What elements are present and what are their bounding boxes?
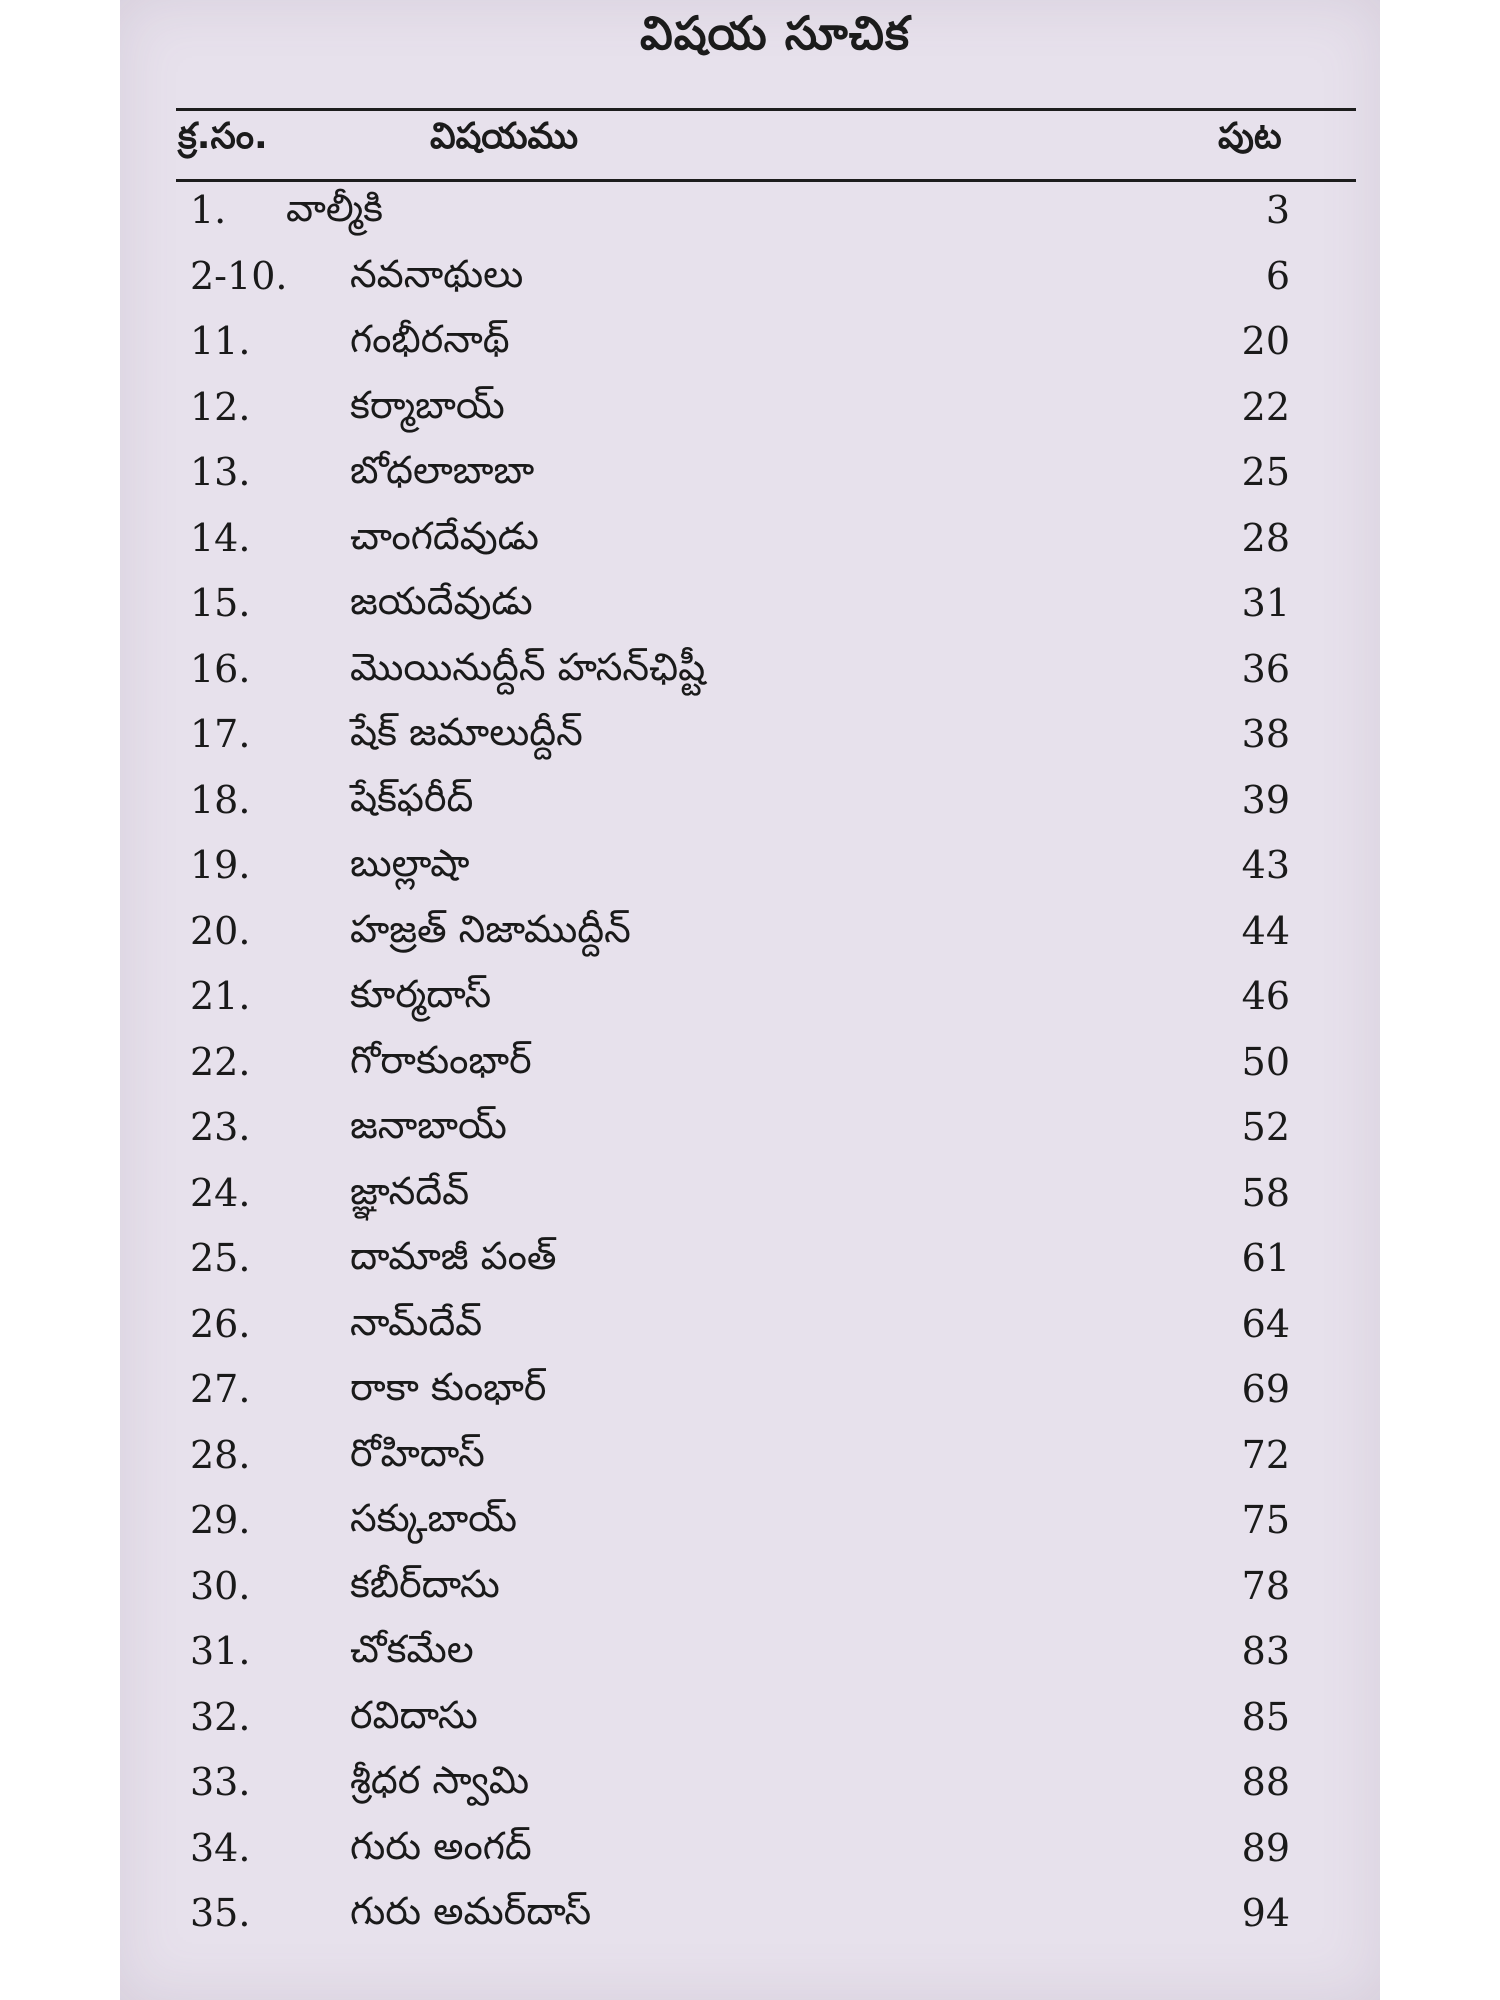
toc-entry-number: 31. (190, 1629, 251, 1673)
toc-row (120, 639, 1380, 705)
toc-row (120, 1163, 1380, 1229)
toc-entry-number: 23. (190, 1105, 251, 1149)
toc-entry-title: సక్కుబాయ్ (350, 1496, 518, 1540)
toc-entry-title: మొయినుద్దీన్ హసన్‌ఛిష్టీ (350, 644, 706, 689)
toc-row (120, 311, 1380, 377)
toc-entry-title: దామాజీ పంత్ (350, 1234, 557, 1278)
toc-entry-number: 28. (190, 1432, 251, 1477)
toc-entry-number: 24. (190, 1170, 251, 1215)
toc-entry-page: 89 (1241, 1825, 1290, 1870)
toc-entry-page: 85 (1241, 1694, 1290, 1739)
toc-entry-number: 2-10. (190, 253, 288, 298)
toc-entry-number: 14. (190, 515, 251, 560)
toc-entry-title: గంభీరనాథ్ (350, 317, 510, 361)
toc-entry-title: శ్రీధర స్వామి (350, 1758, 530, 1802)
toc-row (120, 1228, 1380, 1294)
toc-entry-title: నామ్‌దేవ్ (350, 1299, 483, 1344)
toc-entry-page: 75 (1241, 1498, 1290, 1542)
toc-entry-page: 72 (1241, 1432, 1290, 1477)
toc-entry-number: 17. (190, 712, 251, 756)
toc-entry-title: జ్ఞానదేవ్ (350, 1168, 470, 1213)
toc-entry-page: 25 (1241, 450, 1290, 494)
toc-row (120, 1097, 1380, 1163)
toc-entry-title: జయదేవుడు (350, 579, 533, 623)
toc-entry-title: గోరాకుంభార్ (350, 1037, 532, 1082)
toc-entry-page: 83 (1241, 1629, 1290, 1673)
toc-row (120, 1359, 1380, 1425)
toc-entry-title: రవిదాసు (350, 1692, 478, 1737)
toc-entry-number: 29. (190, 1498, 251, 1542)
toc-entry-page: 58 (1241, 1170, 1290, 1215)
toc-entry-number: 15. (190, 581, 251, 625)
toc-entry-page: 94 (1241, 1891, 1290, 1935)
toc-entry-number: 22. (190, 1039, 251, 1084)
toc-entry-title: గురు అంగద్ (350, 1823, 532, 1868)
toc-row (120, 508, 1380, 574)
toc-entry-title: నవనాథులు (350, 251, 524, 296)
toc-row (120, 1883, 1380, 1949)
toc-row (120, 966, 1380, 1032)
toc-entry-number: 12. (190, 384, 251, 429)
toc-row (120, 1294, 1380, 1360)
toc-entry-number: 27. (190, 1367, 251, 1411)
page-column-header: పుట (1218, 116, 1282, 157)
toc-row (120, 1818, 1380, 1884)
toc-entry-title: చోకమేల (350, 1627, 474, 1671)
toc-entry-page: 22 (1241, 384, 1290, 429)
toc-entry-title: కూర్మదాస్ (350, 972, 492, 1016)
toc-entry-page: 43 (1241, 843, 1290, 887)
toc-entry-number: 21. (190, 974, 251, 1018)
toc-entry-number: 30. (190, 1563, 251, 1608)
serial-column-header: క్ర.సం. (178, 116, 268, 157)
toc-row (120, 1687, 1380, 1753)
toc-row (120, 1752, 1380, 1818)
toc-entry-number: 32. (190, 1694, 251, 1739)
toc-entry-page: 38 (1241, 712, 1290, 756)
page-title: విషయ సూచిక (640, 6, 910, 60)
toc-row (120, 1490, 1380, 1556)
table-of-contents (120, 180, 1380, 1949)
toc-row (120, 573, 1380, 639)
toc-entry-page: 69 (1241, 1367, 1290, 1411)
toc-row (120, 835, 1380, 901)
toc-entry-title: హజ్రత్ నిజాముద్దీన్ (350, 906, 631, 951)
toc-row (120, 704, 1380, 770)
toc-entry-page: 46 (1241, 974, 1290, 1018)
toc-entry-number: 33. (190, 1760, 251, 1804)
toc-entry-title: బోధలాబాబా (350, 448, 535, 492)
toc-entry-page: 31 (1241, 581, 1290, 625)
toc-entry-title: కర్మాబాయ్ (350, 382, 505, 427)
toc-entry-page: 88 (1241, 1760, 1290, 1804)
toc-entry-page: 3 (1265, 188, 1290, 232)
toc-entry-number: 1. (190, 188, 227, 232)
toc-entry-number: 34. (190, 1825, 251, 1870)
toc-entry-title: వాల్మీకి (286, 186, 383, 230)
toc-entry-page: 36 (1241, 646, 1290, 691)
toc-entry-number: 26. (190, 1301, 251, 1346)
toc-entry-title: బుల్లాషా (350, 841, 470, 885)
toc-entry-number: 19. (190, 843, 251, 887)
toc-entry-page: 6 (1265, 253, 1290, 298)
toc-entry-number: 25. (190, 1236, 251, 1280)
toc-entry-page: 64 (1241, 1301, 1290, 1346)
header-top-rule (176, 108, 1356, 111)
toc-row (120, 1556, 1380, 1622)
toc-entry-page: 78 (1241, 1563, 1290, 1608)
toc-row (120, 377, 1380, 443)
toc-entry-number: 16. (190, 646, 251, 691)
toc-entry-title: షేక్‌ఫరీద్ (350, 775, 474, 820)
toc-entry-page: 44 (1241, 908, 1290, 953)
toc-entry-number: 20. (190, 908, 251, 953)
toc-entry-title: రోహిదాస్ (350, 1430, 485, 1475)
toc-entry-page: 28 (1241, 515, 1290, 560)
toc-entry-title: చాంగదేవుడు (350, 513, 539, 558)
toc-entry-number: 11. (190, 319, 251, 363)
toc-row (120, 770, 1380, 836)
toc-entry-number: 35. (190, 1891, 251, 1935)
toc-row (120, 1621, 1380, 1687)
toc-entry-title: జనాబాయ్ (350, 1103, 507, 1147)
toc-row (120, 1425, 1380, 1491)
toc-entry-title: గురు అమర్‌దాస్ (350, 1889, 592, 1933)
toc-row (120, 1032, 1380, 1098)
toc-entry-title: షేక్ జమాలుద్దీన్ (350, 710, 583, 754)
book-page (120, 0, 1380, 2000)
toc-row (120, 180, 1380, 246)
toc-entry-title: కబీర్‌దాసు (350, 1561, 500, 1606)
toc-entry-page: 50 (1241, 1039, 1290, 1084)
toc-entry-page: 61 (1241, 1236, 1290, 1280)
toc-entry-number: 13. (190, 450, 251, 494)
toc-row (120, 442, 1380, 508)
toc-entry-page: 20 (1241, 319, 1290, 363)
toc-row (120, 246, 1380, 312)
toc-entry-number: 18. (190, 777, 251, 822)
toc-row (120, 901, 1380, 967)
toc-entry-page: 52 (1241, 1105, 1290, 1149)
toc-entry-title: రాకా కుంభార్ (350, 1365, 547, 1409)
subject-column-header: విషయము (430, 116, 579, 157)
toc-entry-page: 39 (1241, 777, 1290, 822)
